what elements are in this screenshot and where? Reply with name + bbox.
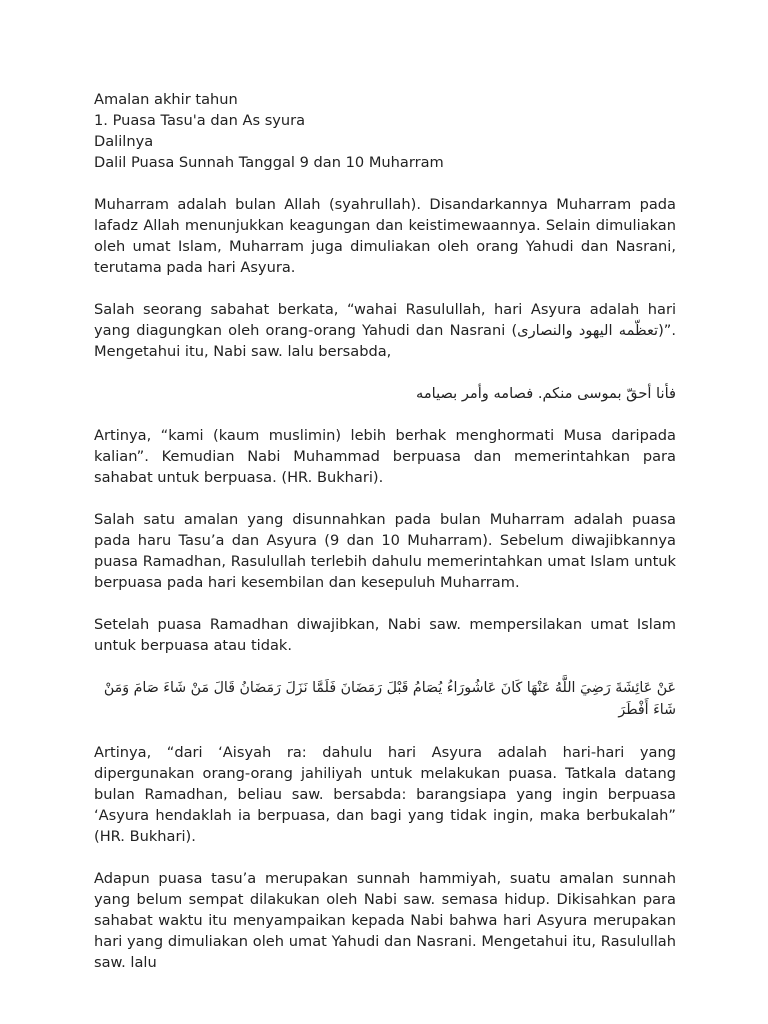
document-title: Amalan akhir tahun <box>94 91 238 108</box>
paragraph-1: Muharram adalah bulan Allah (syahrullah). Disandarkannya Muharram pada lafadz Allah menunjukkan keagungan dan keistimewaannya. Selain dimuliakan oleh umat Islam, Muharram juga dimuliakan oleh orang Yahudi dan Nasrani, terutama pada hari Asyura. <box>94 196 676 276</box>
subheading: Dalilnya <box>94 133 154 150</box>
list-item-heading: 1. Puasa Tasu'a dan As syura <box>94 112 306 129</box>
document-page <box>94 89 676 973</box>
arabic-hadith: عَنْ عَائِشَةَ رَضِيَ اللَّهُ عَنْهَا كَانَ عَاشُورَاءُ يُصَامُ قَبْلَ رَمَضَانَ فَلَمَّا نَزَلَ رَمَضَانُ قَالَ مَنْ شَاءَ صَامَ وَمَنْ شَاءَ أَفْطَرَ <box>103 680 676 718</box>
arabic-quote-1: فأنا أحقّ بموسى منكم. فصامه وأمر بصيامه <box>416 385 676 402</box>
paragraph-6: Artinya, “dari ‘Aisyah ra: dahulu hari Asyura adalah hari-hari yang dipergunakan orang-orang jahiliyah untuk melakukan puasa. Tatkala datang bulan Ramadhan, beliau saw. bersabda: barangsiapa yang ingin berpuasa ‘Asyura hendaklah ia berpuasa, dan bagi yang tidak ingin, maka berbukalah” (HR. Bukhari). <box>94 744 676 845</box>
paragraph-5: Setelah puasa Ramadhan diwajibkan, Nabi saw. mempersilakan umat Islam untuk berpuasa atau tidak. <box>94 616 676 654</box>
paragraph-7: Adapun puasa tasu’a merupakan sunnah hammiyah, suatu amalan sunnah yang belum sempat dilakukan oleh Nabi saw. semasa hidup. Dikisahkan para sahabat waktu itu menyampaikan kepada Nabi bahwa hari Asyura merupakan hari yang dimuliakan oleh umat Yahudi dan Nasrani. Mengetahui itu, Rasulullah saw. lalu <box>94 870 676 971</box>
paragraph-4: Salah satu amalan yang disunnahkan pada bulan Muharram adalah puasa pada haru Tasu’a dan Asyura (9 dan 10 Muharram). Sebelum diwajibkannya puasa Ramadhan, Rasulullah terlebih dahulu memerintahkan umat Islam untuk berpuasa pada hari kesembilan dan kesepuluh Muharram. <box>94 511 676 591</box>
paragraph-2: Salah seorang sabahat berkata, “wahai Rasulullah, hari Asyura adalah hari yang diagungkan oleh orang-orang Yahudi dan Nasrani (تعظّمه اليهود والنصارى)”. Mengetahui itu, Nabi saw. lalu bersabda, <box>94 301 676 360</box>
section-heading: Dalil Puasa Sunnah Tanggal 9 dan 10 Muharram <box>94 154 444 171</box>
spacer <box>94 173 676 194</box>
paragraph-3: Artinya, “kami (kaum muslimin) lebih berhak menghormati Musa daripada kalian”. Kemudian Nabi Muhammad berpuasa dan memerintahkan para sahabat untuk berpuasa. (HR. Bukhari). <box>94 427 676 486</box>
